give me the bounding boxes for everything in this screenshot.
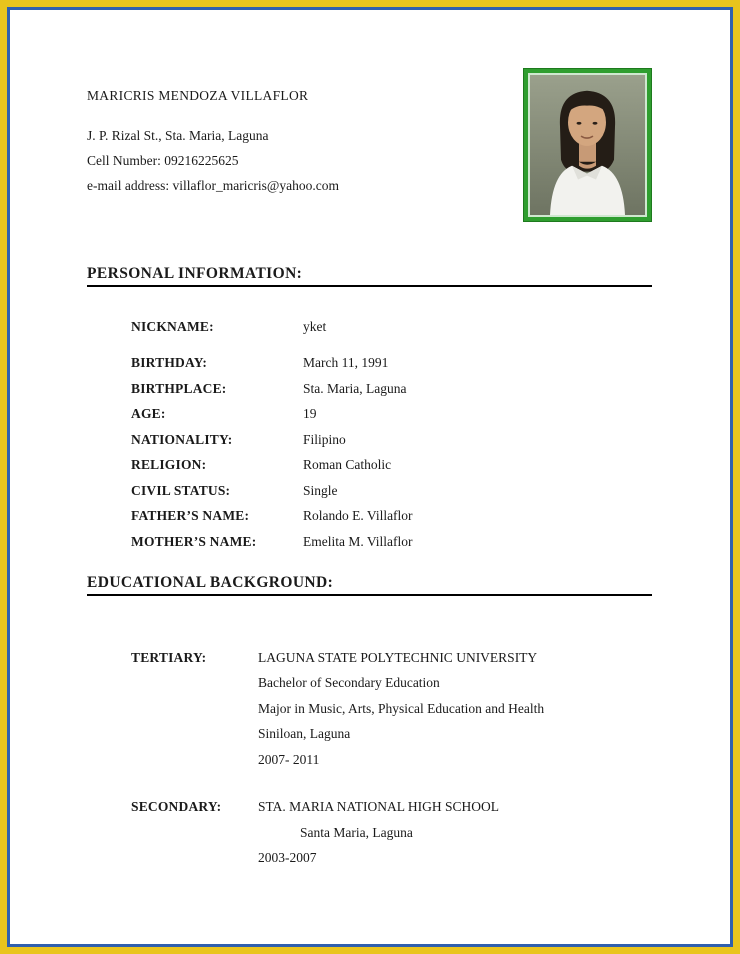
field-label: AGE: xyxy=(131,406,166,421)
applicant-cell-number: Cell Number: 09216225625 xyxy=(87,153,239,168)
education-line: 2007- 2011 xyxy=(258,751,320,767)
applicant-name: MARICRIS MENDOZA VILLAFLOR xyxy=(87,88,309,103)
field-row-civil-status xyxy=(131,483,652,499)
field-row-mothers-name xyxy=(131,534,652,550)
education-line: Santa Maria, Laguna xyxy=(300,824,413,840)
field-value: Single xyxy=(303,482,338,498)
field-value: Emelita M. Villaflor xyxy=(303,533,413,549)
field-row-age xyxy=(131,406,652,422)
education-line: LAGUNA STATE POLYTECHNIC UNIVERSITY xyxy=(258,649,538,665)
field-label: NICKNAME: xyxy=(131,319,214,334)
portrait-illustration xyxy=(530,75,645,215)
field-label: CIVIL STATUS: xyxy=(131,482,231,498)
field-label: BIRTHPLACE: xyxy=(131,380,227,396)
educational-background-heading: EDUCATIONAL BACKGROUND: xyxy=(87,574,652,596)
education-line: 2003-2007 xyxy=(258,850,317,865)
header-contact-block xyxy=(87,88,339,203)
personal-information-heading: PERSONAL INFORMATION: xyxy=(87,265,652,287)
personal-information-table xyxy=(131,319,652,550)
field-label: MOTHER’S NAME: xyxy=(131,533,257,549)
photo-frame xyxy=(523,68,652,222)
field-row-nickname xyxy=(131,319,652,335)
education-line: Siniloan, Laguna xyxy=(258,726,351,741)
education-entry-secondary xyxy=(131,799,652,876)
field-value: Sta. Maria, Laguna xyxy=(303,380,407,396)
field-label: NATIONALITY: xyxy=(131,431,233,447)
education-list xyxy=(131,650,652,876)
education-line: Major in Music, Arts, Physical Education and Health xyxy=(258,700,545,716)
field-value: March 11, 1991 xyxy=(303,355,389,370)
field-value: Rolando E. Villaflor xyxy=(303,508,413,523)
education-level-label: SECONDARY: xyxy=(131,799,222,814)
field-label: RELIGION: xyxy=(131,457,207,472)
field-row-fathers-name xyxy=(131,508,652,524)
header xyxy=(87,10,652,225)
education-line: STA. MARIA NATIONAL HIGH SCHOOL xyxy=(258,799,500,814)
resume-content xyxy=(87,10,652,944)
applicant-address: J. P. Rizal St., Sta. Maria, Laguna xyxy=(87,128,269,143)
field-value: Roman Catholic xyxy=(303,457,392,472)
field-row-religion xyxy=(131,457,652,473)
applicant-photo xyxy=(528,73,647,217)
applicant-email: e-mail address: villaflor_maricris@yahoo.com xyxy=(87,178,339,193)
page-inner-border xyxy=(7,7,733,947)
education-detail-lines xyxy=(258,650,652,778)
education-level-label: TERTIARY: xyxy=(131,649,207,665)
field-row-nationality xyxy=(131,432,652,448)
field-label: FATHER’S NAME: xyxy=(131,508,250,523)
field-value: yket xyxy=(303,319,327,334)
education-entry-tertiary xyxy=(131,650,652,778)
education-detail-lines xyxy=(258,799,652,876)
field-value: Filipino xyxy=(303,431,346,447)
field-value: 19 xyxy=(303,406,317,421)
field-row-birthday xyxy=(131,355,652,371)
field-row-birthplace xyxy=(131,381,652,397)
education-line: Bachelor of Secondary Education xyxy=(258,675,440,690)
field-label: BIRTHDAY: xyxy=(131,355,208,370)
